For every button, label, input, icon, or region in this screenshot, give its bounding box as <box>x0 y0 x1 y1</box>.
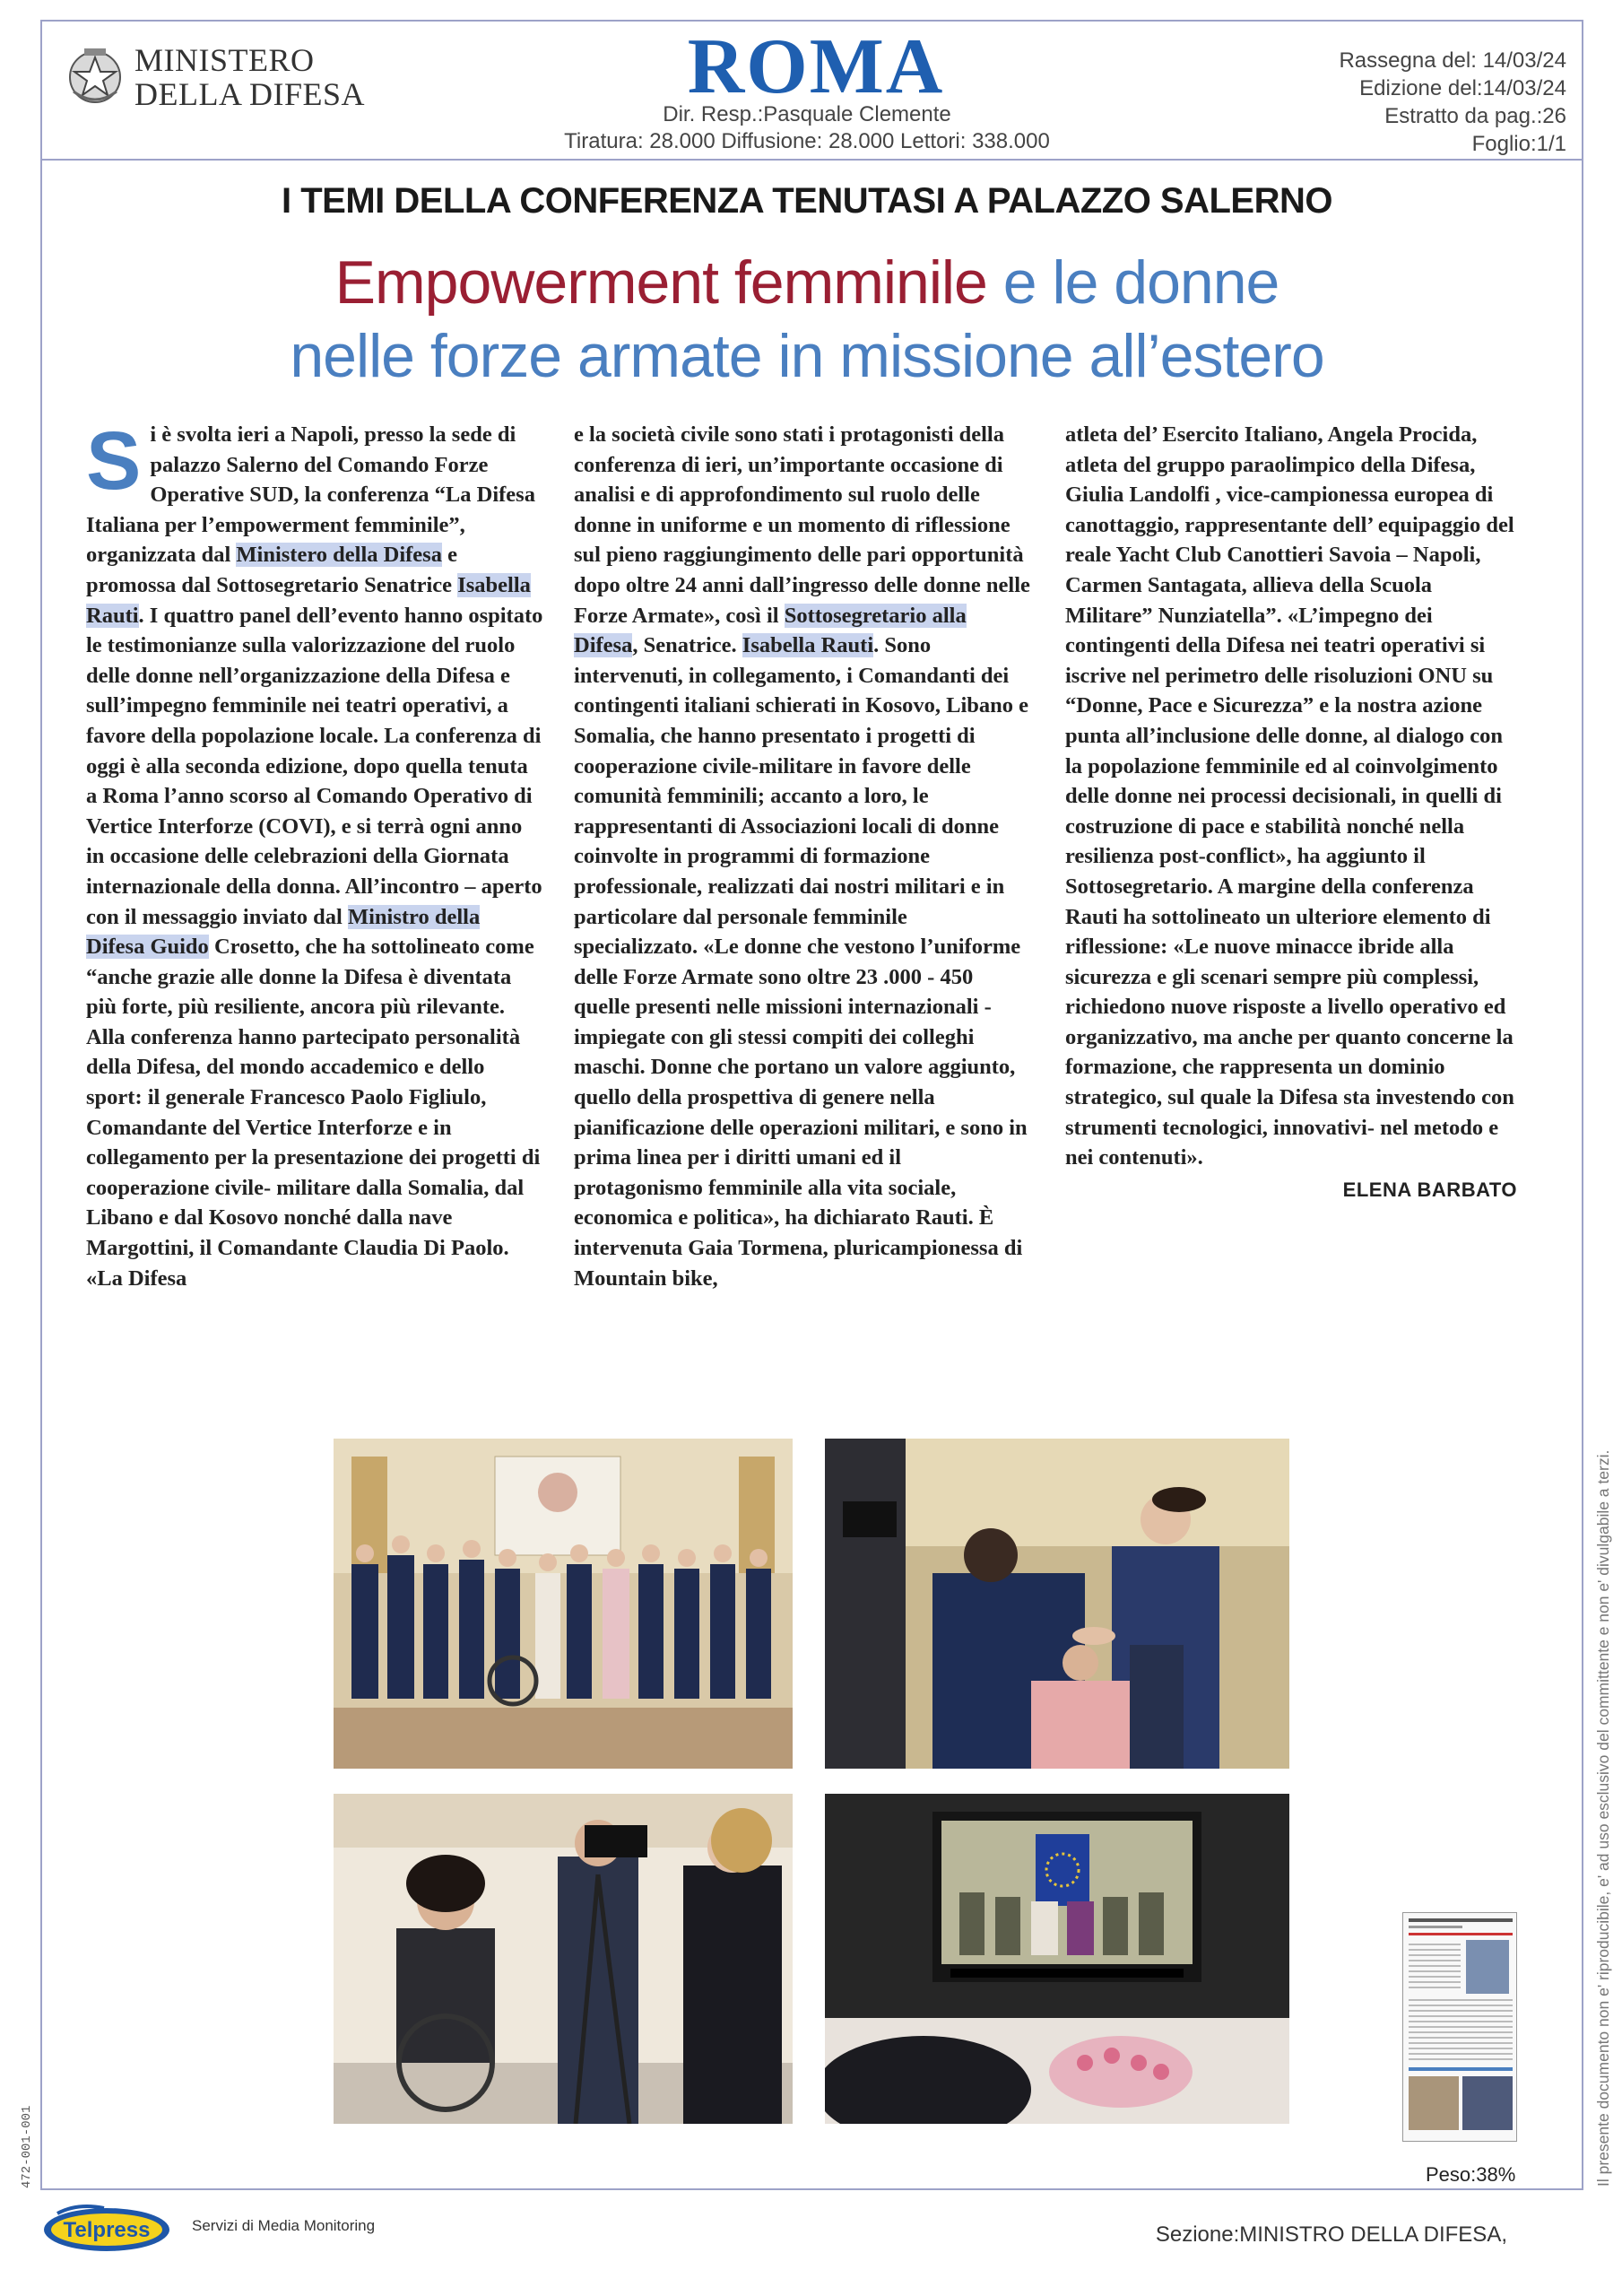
article-column-3 <box>1065 420 1522 1205</box>
photo-handshake <box>825 1439 1289 1769</box>
weight-percentage: Peso:38% <box>1426 2163 1516 2186</box>
thumbnail-image <box>1403 1913 1517 2142</box>
copyright-note: Il presente documento non e' riproducibile, e' ad uso esclusivo del committente e non e' divulgabile a terzi. <box>1594 1449 1612 2187</box>
ministry-name <box>134 43 365 111</box>
highlight-rauti: Isabella Rauti <box>86 572 531 628</box>
highlight-rauti-2: Isabella Rauti <box>742 633 874 658</box>
photo-group-portrait <box>334 1439 793 1769</box>
col2-text-2: , Senatrice. <box>632 633 742 658</box>
edizione-date: Edizione del:14/03/24 <box>1359 76 1566 100</box>
col2-text-3: . Sono intervenuti, in collegamento, i Comandanti dei contingenti italiani schierati in Kosovo, Libano e Somalia, che hanno presentato i progetti di cooperazione civile-militare in favore delle comunità femminili; accanto a loro, le rappresentanti di Associazioni locali di donne coinvolte in programmi di formazione professionale, realizzati dai nostri militari e in particolare dal personale femminile specializzato. «Le donne che vestono l’uniforme delle Forze Armate sono oltre 23 .000 - 450 quelle presenti nelle missioni internazionali - impiegate con gli stessi compiti dei colleghi maschi. Donne che portano un valore aggiunto, quello della prospettiva di genere nella pianificazione delle operazioni militari, e sono in prima linea per i diritti umani ed il protagonismo femminile alla vita sociale, economica e politica», ha dichiarato Rauti. È intervenuta Gaia Tormena, pluricampionessa di Mountain bike, <box>574 633 1029 1291</box>
edition-info <box>1339 47 1566 158</box>
col3-text-1: atleta del’ Esercito Italiano, Angela Procida, atleta del gruppo paraolimpico della Difesa, Giulia Landolfi , vice-campionessa europea di canottaggio, rappresentante dell’ equipaggio del reale Yacht Club Canottieri Savoia – Napoli, Carmen Santagata, allieva della Scuola Militare” Nunziatella”. «L’impegno dei contingenti della Difesa nei teatri operativi si iscrive nel perimetro delle risoluzioni ONU su “Donne, Pace e Sicurezza” e la nostra azione punta all’inclusione delle donne, al dialogo con la popolazione femminile ed al coinvolgimento delle donne nei processi decisionali, in quelli di costruzione di pace e stabilità nonché nella resilienza post-conflict», ha aggiunto il Sottosegretario. A margine della conferenza Rauti ha sottolineato un ulteriore elemento di riflessione: «Le nuove minacce ibride alla sicurezza e gli scenari sempre più complessi, richiedono nuove risposte a livello operativo ed organizzativo, ma anche per quanto concerne la formazione, che rappresenta un dominio strategico, sul quale la Difesa sta investendo con strumenti tecnologici, innovativi- nel metodo e nei contenuti». <box>1065 422 1514 1170</box>
article-column-1 <box>86 415 543 1293</box>
article-kicker: I TEMI DELLA CONFERENZA TENUTASI A PALAZZO SALERNO <box>282 181 1332 221</box>
telpress-logo <box>41 2201 172 2255</box>
highlight-sottosegretario: Sottosegretario alla Difesa <box>574 603 967 658</box>
estratto-page: Estratto da pag.:26 <box>1384 104 1566 128</box>
monitoring-service: Servizi di Media Monitoring <box>192 2217 376 2234</box>
newspaper-masthead: ROMA <box>687 23 945 110</box>
col1-text-3: . I quattro panel dell’evento hanno ospitato le testimonianze sulla valorizzazione del ruolo delle donne nell’organizzazione della Difesa e sull’impegno femminile nei teatri operativi, a favore della popolazione locale. La conferenza di oggi è alla seconda edizione, dopo quella tenuta a Roma l’anno scorso al Comando Operativo di Vertice Interforze (COVI), e si terrà ogni anno in occasione delle celebrazioni della Giornata internazionale della donna. All’incontro – aperto con il messaggio inviato dal <box>86 603 543 929</box>
photo-speaker-wheelchair <box>334 1794 793 2124</box>
headline-blue-part-2: nelle forze armate in missione all’estero <box>290 322 1324 390</box>
foglio-count: Foglio:1/1 <box>1471 132 1566 156</box>
article-column-2 <box>574 420 1031 1293</box>
col1-text-4: Crosetto, che ha sottolineato come “anche grazie alle donne la Difesa è diventata più forte, più resiliente, ancora più rilevante. Alla conferenza hanno partecipato personalità della Difesa, del mondo accademico e dello sport: il generale Francesco Paolo Figliulo, Comandante del Vertice Interforze e in collegamento per la presentazione dei progetti di cooperazione civile- militare dalla Somalia, dal Libano e dal Kosovo nonché dalla nave Margottini, il Comandante Claudia Di Paolo. «La Difesa <box>86 935 541 1291</box>
headline-red-part: Empowerment femminile <box>334 248 987 317</box>
author-byline: ELENA BARBATO <box>1342 1178 1517 1201</box>
page-thumbnail <box>1402 1912 1517 2142</box>
highlight-ministero: Ministero della Difesa <box>236 543 442 568</box>
header-divider <box>40 159 1583 161</box>
svg-text:Telpress: Telpress <box>63 2218 151 2242</box>
highlight-ministro: Ministro della Difesa Guido <box>86 904 481 960</box>
section-label: Sezione:MINISTRO DELLA DIFESA, <box>1155 2222 1507 2247</box>
circulation-line: Tiratura: 28.000 Diffusione: 28.000 Lettori: 338.000 <box>564 129 1050 153</box>
document-code: 472-001-001 <box>20 2105 34 2188</box>
col1-text-2: e promossa dal Sottosegretario Senatrice <box>86 543 458 597</box>
headline-blue-part-1: e le donne <box>986 248 1279 317</box>
drop-cap: S <box>86 415 142 507</box>
ministry-line-1: MINISTERO <box>134 42 315 78</box>
photo-video-link <box>825 1794 1289 2124</box>
ministry-emblem-icon <box>65 45 126 108</box>
article-headline <box>269 246 1345 393</box>
col2-text-1: e la società civile sono stati i protagonisti della conferenza di ieri, un’importante occasione di analisi e di approfondimento sul ruolo delle donne in uniforme e un momento di riflessione sul pieno raggiungimento delle pari opportunità dopo oltre 24 anni dall’ingresso delle donne nelle Forze Armate», così il <box>574 422 1030 628</box>
director-line: Dir. Resp.:Pasquale Clemente <box>663 102 951 126</box>
col1-text-1: i è svolta ieri a Napoli, presso la sede di palazzo Salerno del Comando Forze Operative SUD, la conferenza “La Difesa Italiana per l’empowerment femminile”, organizzata dal <box>86 422 535 568</box>
ministry-line-2: DELLA DIFESA <box>134 76 365 112</box>
rassegna-date: Rassegna del: 14/03/24 <box>1339 48 1566 73</box>
